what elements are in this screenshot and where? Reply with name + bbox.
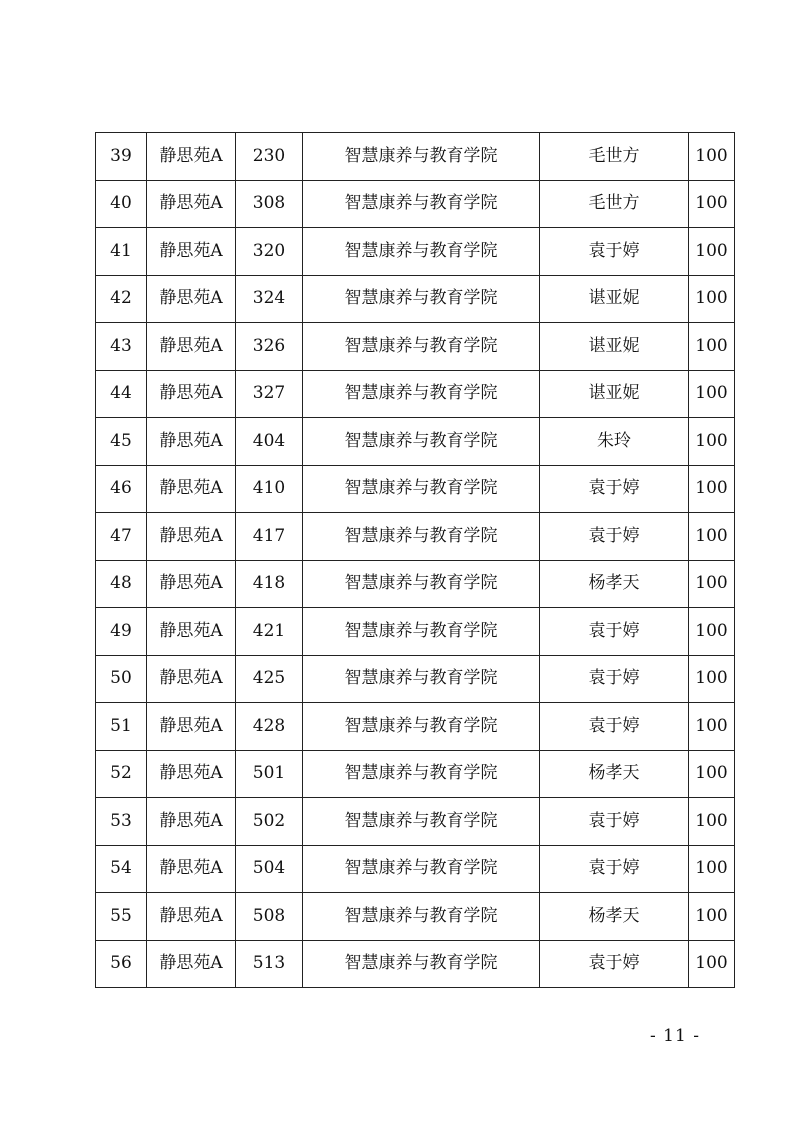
cell-score: 100: [689, 180, 735, 228]
cell-college: 智慧康养与教育学院: [303, 608, 540, 656]
cell-building: 静思苑A: [147, 940, 236, 988]
cell-building: 静思苑A: [147, 180, 236, 228]
cell-score: 100: [689, 513, 735, 561]
cell-teacher: 朱玲: [540, 418, 689, 466]
cell-row-number: 54: [96, 845, 147, 893]
cell-score: 100: [689, 228, 735, 276]
cell-college: 智慧康养与教育学院: [303, 703, 540, 751]
table-row: [96, 655, 735, 703]
cell-row-number: 53: [96, 798, 147, 846]
table-row: [96, 228, 735, 276]
cell-teacher: 毛世方: [540, 180, 689, 228]
cell-row-number: 44: [96, 370, 147, 418]
cell-score: 100: [689, 655, 735, 703]
cell-college: 智慧康养与教育学院: [303, 465, 540, 513]
cell-score: 100: [689, 418, 735, 466]
cell-room-number: 326: [236, 323, 303, 371]
cell-score: 100: [689, 940, 735, 988]
cell-teacher: 杨孝天: [540, 750, 689, 798]
cell-teacher: 袁于婷: [540, 798, 689, 846]
cell-row-number: 47: [96, 513, 147, 561]
cell-room-number: 501: [236, 750, 303, 798]
cell-teacher: 杨孝天: [540, 560, 689, 608]
cell-teacher: 袁于婷: [540, 608, 689, 656]
table-row: [96, 608, 735, 656]
cell-row-number: 42: [96, 275, 147, 323]
cell-building: 静思苑A: [147, 750, 236, 798]
cell-room-number: 428: [236, 703, 303, 751]
cell-teacher: 谌亚妮: [540, 323, 689, 371]
cell-score: 100: [689, 275, 735, 323]
page-number: - 11 -: [650, 1026, 700, 1046]
table-row: [96, 465, 735, 513]
cell-row-number: 51: [96, 703, 147, 751]
cell-score: 100: [689, 323, 735, 371]
cell-score: 100: [689, 750, 735, 798]
cell-building: 静思苑A: [147, 845, 236, 893]
cell-building: 静思苑A: [147, 513, 236, 561]
cell-room-number: 421: [236, 608, 303, 656]
cell-room-number: 327: [236, 370, 303, 418]
dormitory-score-table: [95, 132, 735, 988]
cell-college: 智慧康养与教育学院: [303, 418, 540, 466]
table-row: [96, 323, 735, 371]
cell-teacher: 谌亚妮: [540, 275, 689, 323]
cell-room-number: 417: [236, 513, 303, 561]
cell-room-number: 404: [236, 418, 303, 466]
cell-teacher: 袁于婷: [540, 655, 689, 703]
cell-college: 智慧康养与教育学院: [303, 323, 540, 371]
table-row: [96, 180, 735, 228]
cell-building: 静思苑A: [147, 465, 236, 513]
cell-room-number: 508: [236, 893, 303, 941]
cell-building: 静思苑A: [147, 228, 236, 276]
cell-college: 智慧康养与教育学院: [303, 798, 540, 846]
cell-building: 静思苑A: [147, 893, 236, 941]
cell-building: 静思苑A: [147, 655, 236, 703]
cell-building: 静思苑A: [147, 133, 236, 181]
cell-teacher: 毛世方: [540, 133, 689, 181]
table-row: [96, 560, 735, 608]
table-row: [96, 275, 735, 323]
cell-college: 智慧康养与教育学院: [303, 845, 540, 893]
cell-teacher: 袁于婷: [540, 513, 689, 561]
cell-room-number: 502: [236, 798, 303, 846]
cell-score: 100: [689, 845, 735, 893]
cell-room-number: 513: [236, 940, 303, 988]
cell-room-number: 324: [236, 275, 303, 323]
cell-row-number: 49: [96, 608, 147, 656]
cell-score: 100: [689, 133, 735, 181]
table-row: [96, 513, 735, 561]
cell-building: 静思苑A: [147, 418, 236, 466]
cell-college: 智慧康养与教育学院: [303, 560, 540, 608]
cell-score: 100: [689, 798, 735, 846]
cell-row-number: 46: [96, 465, 147, 513]
cell-college: 智慧康养与教育学院: [303, 133, 540, 181]
cell-score: 100: [689, 370, 735, 418]
cell-teacher: 袁于婷: [540, 228, 689, 276]
cell-score: 100: [689, 893, 735, 941]
cell-room-number: 504: [236, 845, 303, 893]
cell-row-number: 39: [96, 133, 147, 181]
cell-room-number: 230: [236, 133, 303, 181]
cell-college: 智慧康养与教育学院: [303, 655, 540, 703]
cell-building: 静思苑A: [147, 703, 236, 751]
table-body: [96, 133, 735, 988]
table-row: [96, 418, 735, 466]
cell-college: 智慧康养与教育学院: [303, 513, 540, 561]
table-row: [96, 798, 735, 846]
cell-row-number: 50: [96, 655, 147, 703]
cell-room-number: 425: [236, 655, 303, 703]
cell-row-number: 48: [96, 560, 147, 608]
cell-college: 智慧康养与教育学院: [303, 893, 540, 941]
table-row: [96, 703, 735, 751]
cell-college: 智慧康养与教育学院: [303, 940, 540, 988]
cell-row-number: 40: [96, 180, 147, 228]
cell-teacher: 袁于婷: [540, 465, 689, 513]
cell-college: 智慧康养与教育学院: [303, 228, 540, 276]
cell-teacher: 袁于婷: [540, 940, 689, 988]
table-row: [96, 370, 735, 418]
table-row: [96, 750, 735, 798]
table-row: [96, 893, 735, 941]
cell-college: 智慧康养与教育学院: [303, 370, 540, 418]
cell-row-number: 56: [96, 940, 147, 988]
cell-building: 静思苑A: [147, 275, 236, 323]
cell-teacher: 袁于婷: [540, 703, 689, 751]
cell-room-number: 418: [236, 560, 303, 608]
cell-score: 100: [689, 608, 735, 656]
cell-teacher: 杨孝天: [540, 893, 689, 941]
cell-row-number: 41: [96, 228, 147, 276]
cell-building: 静思苑A: [147, 608, 236, 656]
cell-row-number: 43: [96, 323, 147, 371]
cell-room-number: 320: [236, 228, 303, 276]
cell-building: 静思苑A: [147, 370, 236, 418]
cell-building: 静思苑A: [147, 323, 236, 371]
cell-building: 静思苑A: [147, 560, 236, 608]
cell-teacher: 袁于婷: [540, 845, 689, 893]
cell-score: 100: [689, 703, 735, 751]
cell-room-number: 410: [236, 465, 303, 513]
table-row: [96, 940, 735, 988]
cell-college: 智慧康养与教育学院: [303, 180, 540, 228]
cell-row-number: 45: [96, 418, 147, 466]
cell-building: 静思苑A: [147, 798, 236, 846]
cell-row-number: 55: [96, 893, 147, 941]
table-row: [96, 133, 735, 181]
cell-teacher: 谌亚妮: [540, 370, 689, 418]
cell-college: 智慧康养与教育学院: [303, 750, 540, 798]
cell-score: 100: [689, 465, 735, 513]
cell-score: 100: [689, 560, 735, 608]
cell-room-number: 308: [236, 180, 303, 228]
table-row: [96, 845, 735, 893]
cell-row-number: 52: [96, 750, 147, 798]
cell-college: 智慧康养与教育学院: [303, 275, 540, 323]
